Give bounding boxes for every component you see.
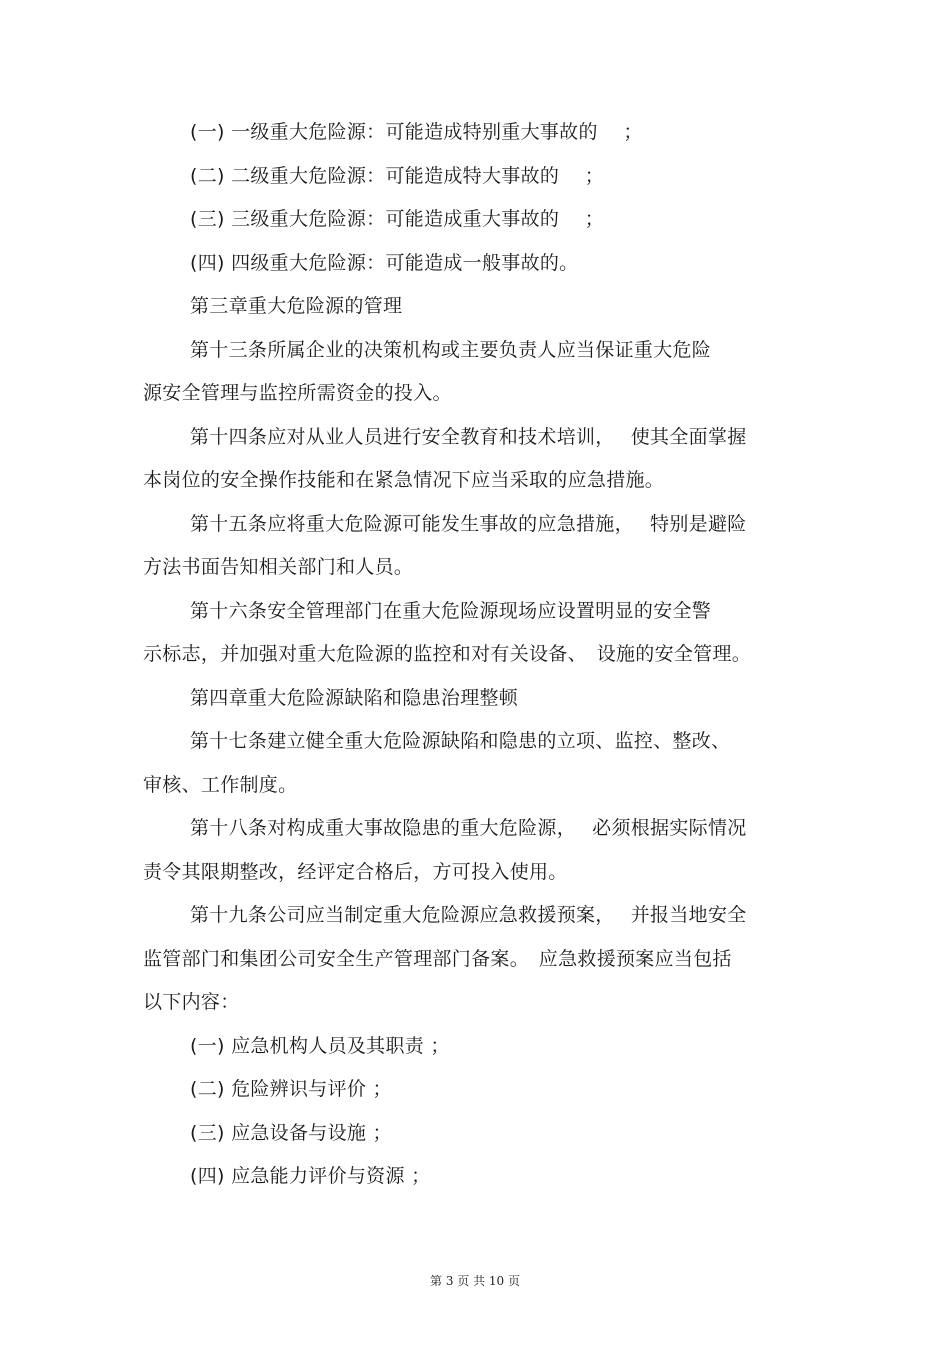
text-line: 第十九条公司应当制定重大危险源应急救援预案， 并报当地安全 xyxy=(190,904,747,926)
text-line: (一) 应急机构人员及其职责 ； xyxy=(190,1035,450,1057)
text-line: 以下内容： xyxy=(143,991,240,1013)
chapter-heading: 第四章重大危险源缺陷和隐患治理整顿 xyxy=(190,687,519,709)
text-line: 第十五条应将重大危险源可能发生事故的应急措施， 特别是避险 xyxy=(190,513,747,535)
text-line: (四) 四级重大危险源：可能造成一般事故的。 xyxy=(190,252,579,274)
chapter-heading: 第三章重大危险源的管理 xyxy=(190,295,403,317)
text-line: 示标志，并加强对重大危险源的监控和对有关设备、 设施的安全管理。 xyxy=(143,643,752,665)
text-line: 源安全管理与监控所需资金的投入。 xyxy=(143,382,452,404)
text-line: (二) 危险辨识与评价 ； xyxy=(190,1078,392,1100)
page-number: 第 3 页 共 10 页 xyxy=(430,1274,520,1288)
text-line: 第十六条安全管理部门在重大危险源现场应设置明显的安全警 xyxy=(190,600,712,622)
text-line: 责令其限期整改，经评定合格后，方可投入使用。 xyxy=(143,861,568,883)
text-line: 监管部门和集团公司安全生产管理部门备案。 应急救援预案应当包括 xyxy=(143,948,732,970)
text-line: (一) 一级重大危险源：可能造成特别重大事故的 ； xyxy=(190,121,643,143)
text-line: 审核、工作制度。 xyxy=(143,774,298,796)
text-line: 本岗位的安全操作技能和在紧急情况下应当采取的应急措施。 xyxy=(143,469,665,491)
text-line: (四) 应急能力评价与资源 ； xyxy=(190,1165,431,1187)
text-line: 第十三条所属企业的决策机构或主要负责人应当保证重大危险 xyxy=(190,339,712,361)
text-line: 第十七条建立健全重大危险源缺陷和隐患的立项、监控、整改、 xyxy=(190,730,731,752)
text-line: (三) 应急设备与设施 ； xyxy=(190,1122,392,1144)
text-line: 方法书面告知相关部门和人员。 xyxy=(143,556,414,578)
text-line: (三) 三级重大危险源：可能造成重大事故的 ； xyxy=(190,208,605,230)
text-line: 第十四条应对从业人员进行安全教育和技术培训， 使其全面掌握 xyxy=(190,426,747,448)
text-line: (二) 二级重大危险源：可能造成特大事故的 ； xyxy=(190,165,605,187)
text-line: 第十八条对构成重大事故隐患的重大危险源， 必须根据实际情况 xyxy=(190,817,747,839)
